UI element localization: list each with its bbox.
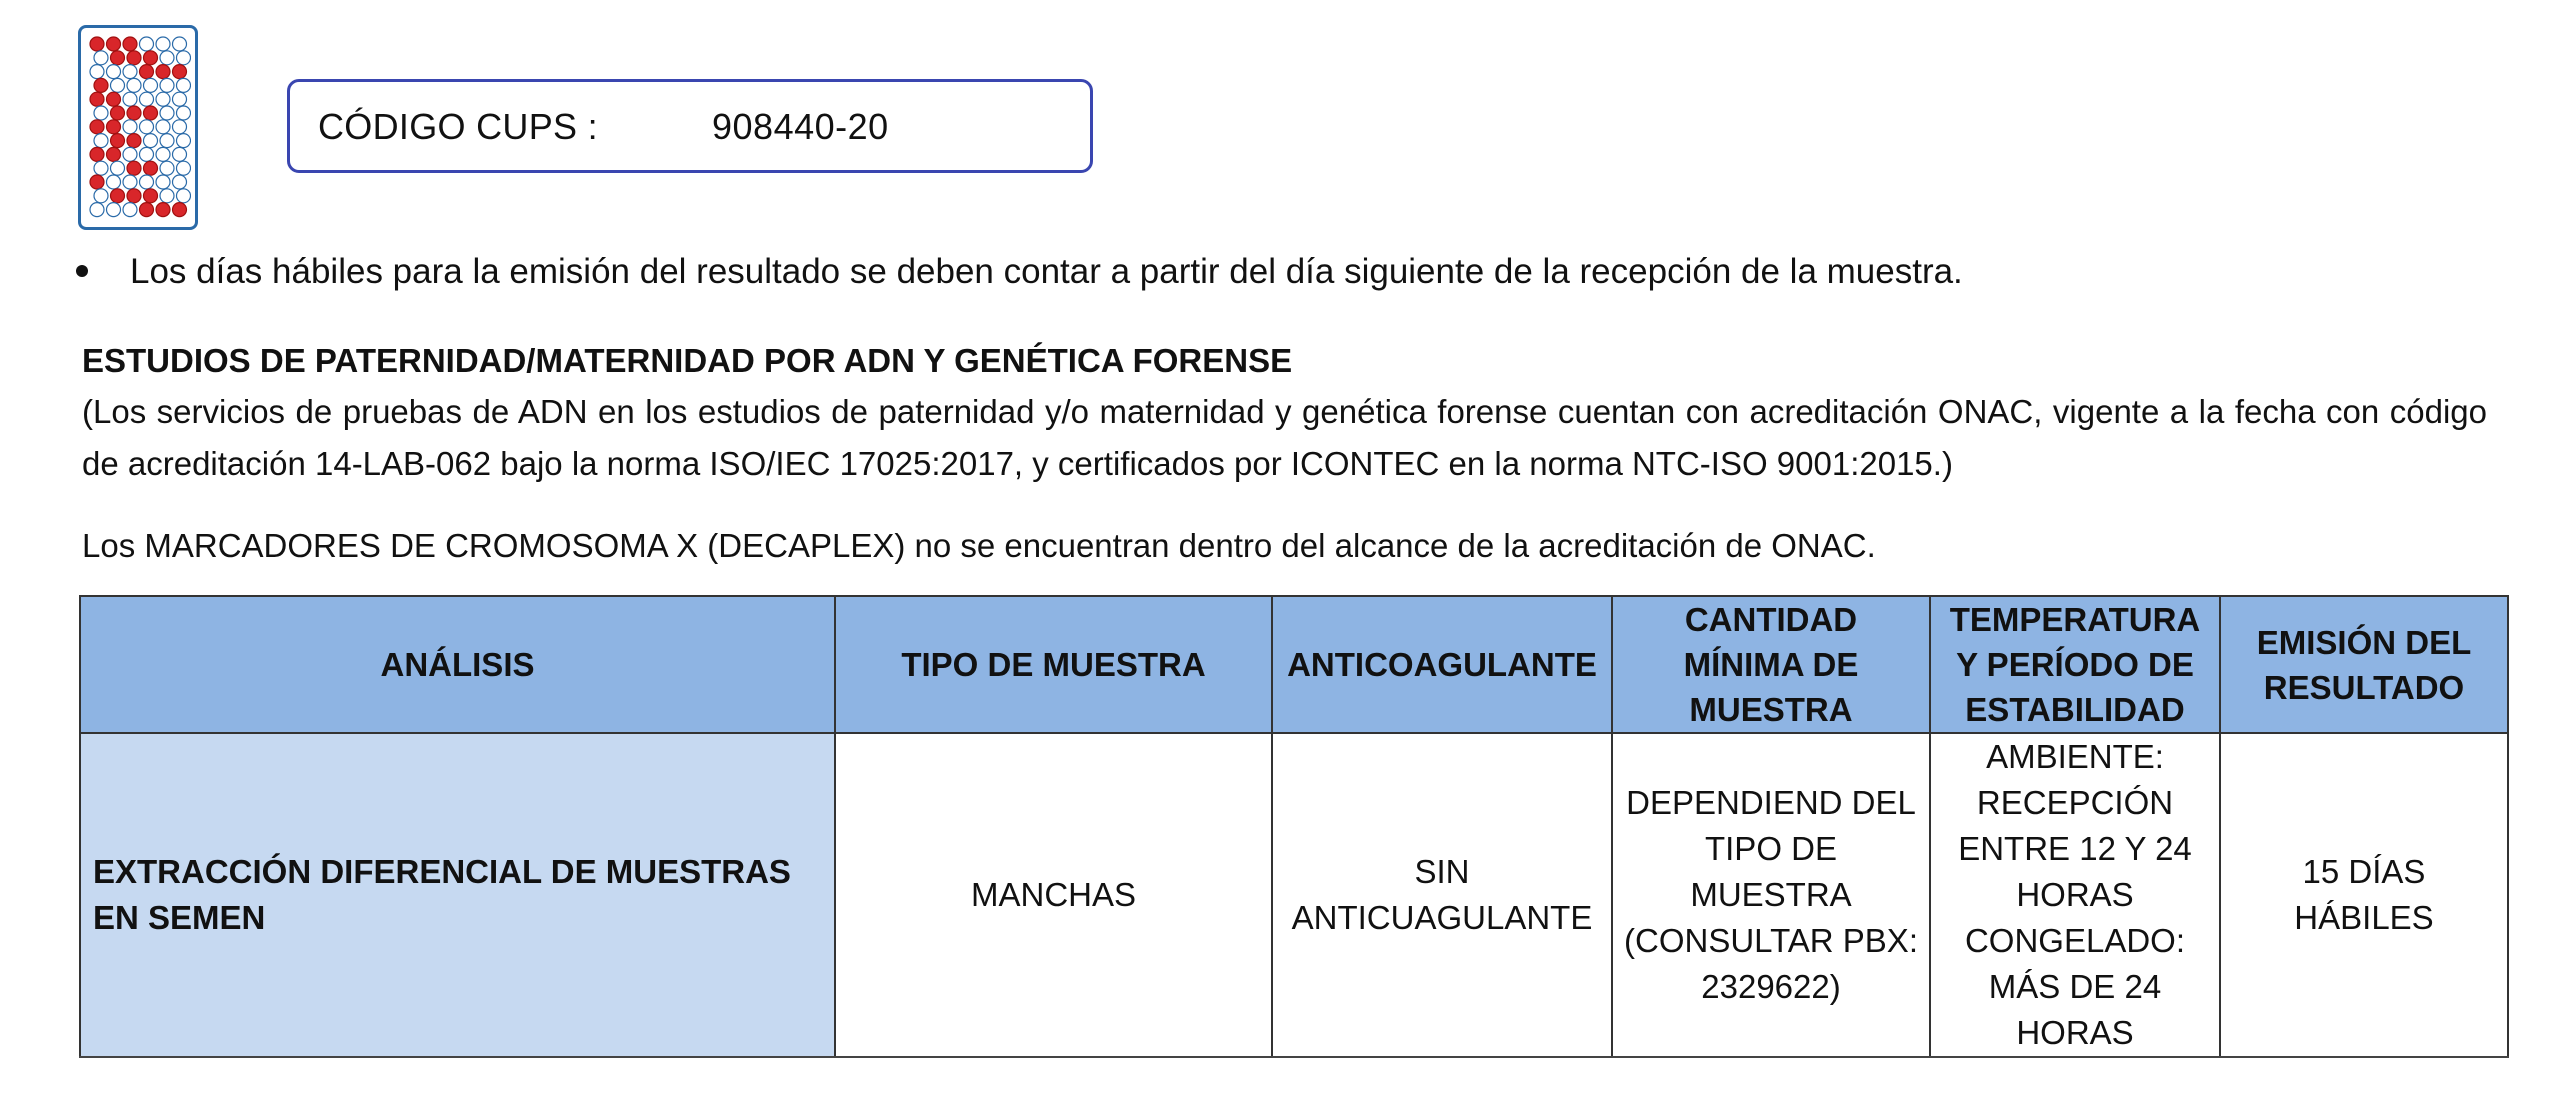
header-tipo-muestra: TIPO DE MUESTRA xyxy=(835,596,1272,733)
lab-bead-grid-logo-icon xyxy=(87,34,191,224)
logo-bead-red xyxy=(173,65,187,79)
logo-bead-blue xyxy=(123,175,137,189)
logo-bead-red xyxy=(140,65,154,79)
accreditation-note: Los MARCADORES DE CROMOSOMA X (DECAPLEX) no se encuentran dentro del alcance de la acreditación de ONAC. xyxy=(82,527,1876,564)
logo-bead-blue xyxy=(160,78,174,92)
logo-bead-red xyxy=(90,92,104,106)
accreditation-paragraph: (Los servicios de pruebas de ADN en los estudios de paternidad y/o maternidad y genética forense cuentan con acreditación ONAC, vigente a la fecha con código de acreditación 14-LAB-062 bajo la norma ISO/IEC 17025:2017, y certificados por ICONTEC en la norma NTC-ISO 9001:2015.) xyxy=(82,393,2487,482)
logo-bead-blue xyxy=(123,65,137,79)
logo-bead-blue xyxy=(144,134,158,148)
cups-label: CÓDIGO CUPS : xyxy=(318,106,598,147)
logo-bead-blue xyxy=(107,175,121,189)
logo-bead-red xyxy=(90,120,104,134)
logo-bead-blue xyxy=(123,203,137,217)
cell-temperatura: AMBIENTE: RECEPCIÓN ENTRE 12 Y 24 HORAS CONGELADO: MÁS DE 24 HORAS xyxy=(1930,733,2220,1057)
logo-bead-red xyxy=(107,37,121,51)
logo-bead-red xyxy=(144,51,158,65)
logo-bead-red xyxy=(107,120,121,134)
logo-bead-blue xyxy=(94,189,108,203)
lab-logo xyxy=(78,25,198,230)
cell-anticoagulante: SIN ANTICUAGULANTE xyxy=(1272,733,1612,1057)
logo-bead-blue xyxy=(173,92,187,106)
logo-bead-blue xyxy=(160,51,174,65)
cell-tipo-muestra: MANCHAS xyxy=(835,733,1272,1057)
logo-bead-red xyxy=(127,134,141,148)
logo-bead-blue xyxy=(177,161,191,175)
logo-bead-blue xyxy=(94,51,108,65)
logo-bead-blue xyxy=(94,161,108,175)
logo-bead-blue xyxy=(111,78,125,92)
analysis-table xyxy=(79,595,2509,1058)
cell-cantidad-minima: DEPENDIEND DEL TIPO DE MUESTRA (CONSULTAR PBX: 2329622) xyxy=(1612,733,1930,1057)
logo-bead-blue xyxy=(156,92,170,106)
logo-bead-red xyxy=(156,65,170,79)
logo-bead-blue xyxy=(140,175,154,189)
notice-text: Los días hábiles para la emisión del resultado se deben contar a partir del día siguiente de la recepción de la muestra. xyxy=(130,252,1963,291)
logo-bead-blue xyxy=(177,134,191,148)
logo-bead-blue xyxy=(90,65,104,79)
header-emision: EMISIÓN DEL RESULTADO xyxy=(2220,596,2508,733)
logo-bead-blue xyxy=(177,106,191,120)
logo-bead-blue xyxy=(140,92,154,106)
logo-bead-blue xyxy=(173,37,187,51)
logo-bead-red xyxy=(107,147,121,161)
header-anticoagulante: ANTICOAGULANTE xyxy=(1272,596,1612,733)
table-row xyxy=(80,733,2508,1057)
logo-bead-blue xyxy=(177,51,191,65)
notice-bullet-item xyxy=(76,252,1963,292)
logo-bead-blue xyxy=(156,147,170,161)
bullet-icon xyxy=(76,265,88,277)
logo-bead-blue xyxy=(156,120,170,134)
logo-bead-blue xyxy=(177,189,191,203)
logo-bead-blue xyxy=(173,147,187,161)
logo-bead-blue xyxy=(140,37,154,51)
logo-bead-blue xyxy=(94,134,108,148)
logo-bead-red xyxy=(90,147,104,161)
logo-bead-red xyxy=(156,203,170,217)
logo-bead-blue xyxy=(144,78,158,92)
logo-bead-blue xyxy=(107,65,121,79)
logo-bead-blue xyxy=(173,175,187,189)
logo-bead-blue xyxy=(160,161,174,175)
logo-bead-red xyxy=(127,189,141,203)
logo-bead-blue xyxy=(111,161,125,175)
logo-bead-blue xyxy=(140,147,154,161)
logo-bead-blue xyxy=(90,203,104,217)
logo-bead-blue xyxy=(160,134,174,148)
cups-code-box xyxy=(287,79,1093,173)
logo-bead-red xyxy=(127,161,141,175)
logo-bead-red xyxy=(111,189,125,203)
logo-bead-blue xyxy=(160,189,174,203)
logo-bead-red xyxy=(127,106,141,120)
logo-bead-blue xyxy=(123,120,137,134)
cups-code-value: 908440-20 xyxy=(712,106,889,147)
logo-bead-red xyxy=(90,175,104,189)
logo-bead-blue xyxy=(156,175,170,189)
header-temperatura: TEMPERATURA Y PERÍODO DE ESTABILIDAD xyxy=(1930,596,2220,733)
header-analisis: ANÁLISIS xyxy=(80,596,835,733)
logo-bead-blue xyxy=(127,78,141,92)
logo-bead-blue xyxy=(156,37,170,51)
logo-bead-red xyxy=(140,203,154,217)
logo-bead-blue xyxy=(94,106,108,120)
logo-bead-red xyxy=(111,134,125,148)
logo-bead-red xyxy=(144,106,158,120)
logo-bead-blue xyxy=(140,120,154,134)
logo-bead-blue xyxy=(177,78,191,92)
logo-bead-red xyxy=(111,106,125,120)
logo-bead-red xyxy=(94,78,108,92)
table-header-row xyxy=(80,596,2508,733)
cell-analisis: EXTRACCIÓN DIFERENCIAL DE MUESTRAS EN SEMEN xyxy=(80,733,835,1057)
logo-bead-red xyxy=(111,51,125,65)
section-title: ESTUDIOS DE PATERNIDAD/MATERNIDAD POR ADN Y GENÉTICA FORENSE xyxy=(82,342,1293,379)
logo-bead-red xyxy=(144,189,158,203)
logo-bead-blue xyxy=(160,106,174,120)
logo-bead-red xyxy=(123,37,137,51)
header-cantidad-minima: CANTIDAD MÍNIMA DE MUESTRA xyxy=(1612,596,1930,733)
logo-bead-red xyxy=(173,203,187,217)
logo-bead-red xyxy=(127,51,141,65)
logo-bead-blue xyxy=(173,120,187,134)
cell-emision: 15 DÍAS HÁBILES xyxy=(2220,733,2508,1057)
logo-bead-blue xyxy=(107,203,121,217)
logo-bead-red xyxy=(144,161,158,175)
logo-bead-blue xyxy=(123,92,137,106)
logo-bead-blue xyxy=(123,147,137,161)
logo-bead-red xyxy=(107,92,121,106)
logo-bead-red xyxy=(90,37,104,51)
